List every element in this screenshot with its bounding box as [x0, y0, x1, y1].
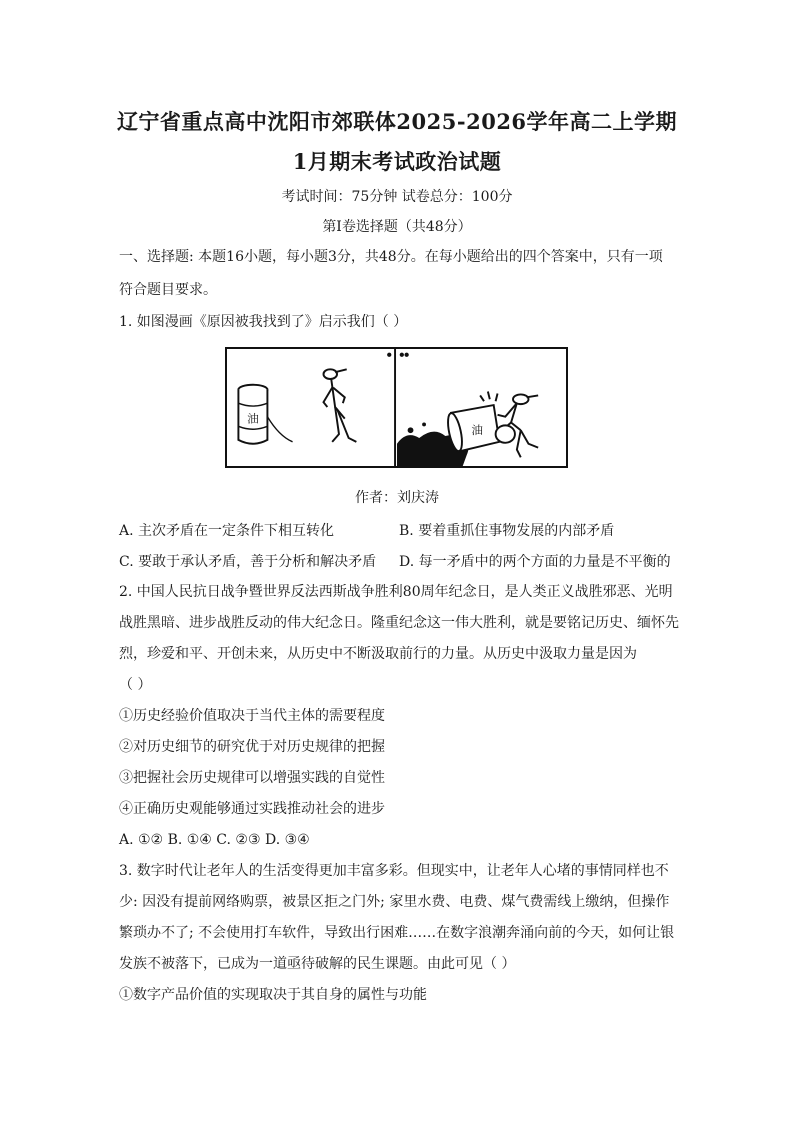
oil-drop [422, 422, 426, 426]
question-2-statement-3: ③把握社会历史规律可以增强实践的自觉性 [119, 770, 385, 786]
exam-info: 考试时间：75分钟 试卷总分：100分 [281, 189, 513, 205]
instructions-line1: 一、选择题: 本题16小题，每小题3分，共48分。在每小题给出的四个答案中，只有一项 [119, 249, 663, 265]
barrel-label-right: 油 [471, 423, 484, 438]
question-3-line1: 3. 数字时代让老年人的生活变得更加丰富多彩。但现实中，让老年人心堵的事情同样也不 [119, 863, 669, 879]
section-heading: 第Ⅰ卷选择题（共48分） [322, 219, 472, 235]
instructions-line2: 符合题目要求。 [119, 282, 217, 298]
question-3-line3: 繁琐办不了; 不会使用打车软件，导致出行困难……在数字浪潮奔涌向前的今天，如何让银 [119, 925, 675, 941]
question-2-line4: （ ） [119, 677, 152, 693]
question-2-options: A. ①② B. ①④ C. ②③ D. ③④ [119, 832, 310, 848]
exam-title-line1: 辽宁省重点高中沈阳市郊联体2025-2026学年高二上学期 [116, 109, 678, 134]
question-1-option-d: D. 每一矛盾中的两个方面的力量是不平衡的 [399, 554, 671, 570]
question-2-statement-1: ①历史经验价值取决于当代主体的需要程度 [119, 708, 385, 724]
panel-dot [405, 353, 409, 357]
question-2-line1: 2. 中国人民抗日战争暨世界反法西斯战争胜利80周年纪念日，是人类正义战胜邪恶、光明 [119, 584, 673, 600]
question-3-statement-1: ①数字产品价值的实现取决于其自身的属性与功能 [119, 987, 427, 1003]
exam-title-line2: 1月期末考试政治试题 [292, 149, 502, 174]
oil-drop [408, 427, 414, 433]
barrel-label-left: 油 [247, 411, 259, 426]
question-1-option-b: B. 要着重抓住事物发展的内部矛盾 [399, 523, 615, 539]
standing-figure [323, 369, 356, 442]
cartoon-author: 作者：刘庆涛 [355, 490, 439, 506]
question-1-option-c: C. 要敢于承认矛盾，善于分析和解决矛盾 [119, 554, 377, 570]
question-3-line4: 发族不被落下，已成为一道亟待破解的民生课题。由此可见（ ） [119, 956, 516, 972]
question-2-statement-2: ②对历史细节的研究优于对历史规律的把握 [119, 739, 385, 755]
question-3-line2: 少: 因没有提前网络购票，被景区拒之门外; 家里水费、电费、煤气费需线上缴纳，但操作 [119, 894, 670, 910]
panel-dot [387, 353, 391, 357]
cartoon-illustration [227, 349, 566, 466]
question-2-statement-4: ④正确历史观能够通过实践推动社会的进步 [119, 801, 385, 817]
question-2-line2: 战胜黑暗、进步战胜反动的伟大纪念日。隆重纪念这一伟大胜利，就是要铭记历史、缅怀先 [119, 615, 679, 631]
question-1-option-a: A. 主次矛盾在一定条件下相互转化 [119, 523, 335, 539]
question-2-line3: 烈，珍爱和平、开创未来，从历史中不断汲取前行的力量。从历史中汲取力量是因为 [119, 646, 637, 662]
panel-dot [400, 353, 404, 357]
question-1-cartoon [225, 347, 568, 468]
question-1-stem: 1. 如图漫画《原因被我找到了》启示我们（ ） [119, 314, 408, 330]
